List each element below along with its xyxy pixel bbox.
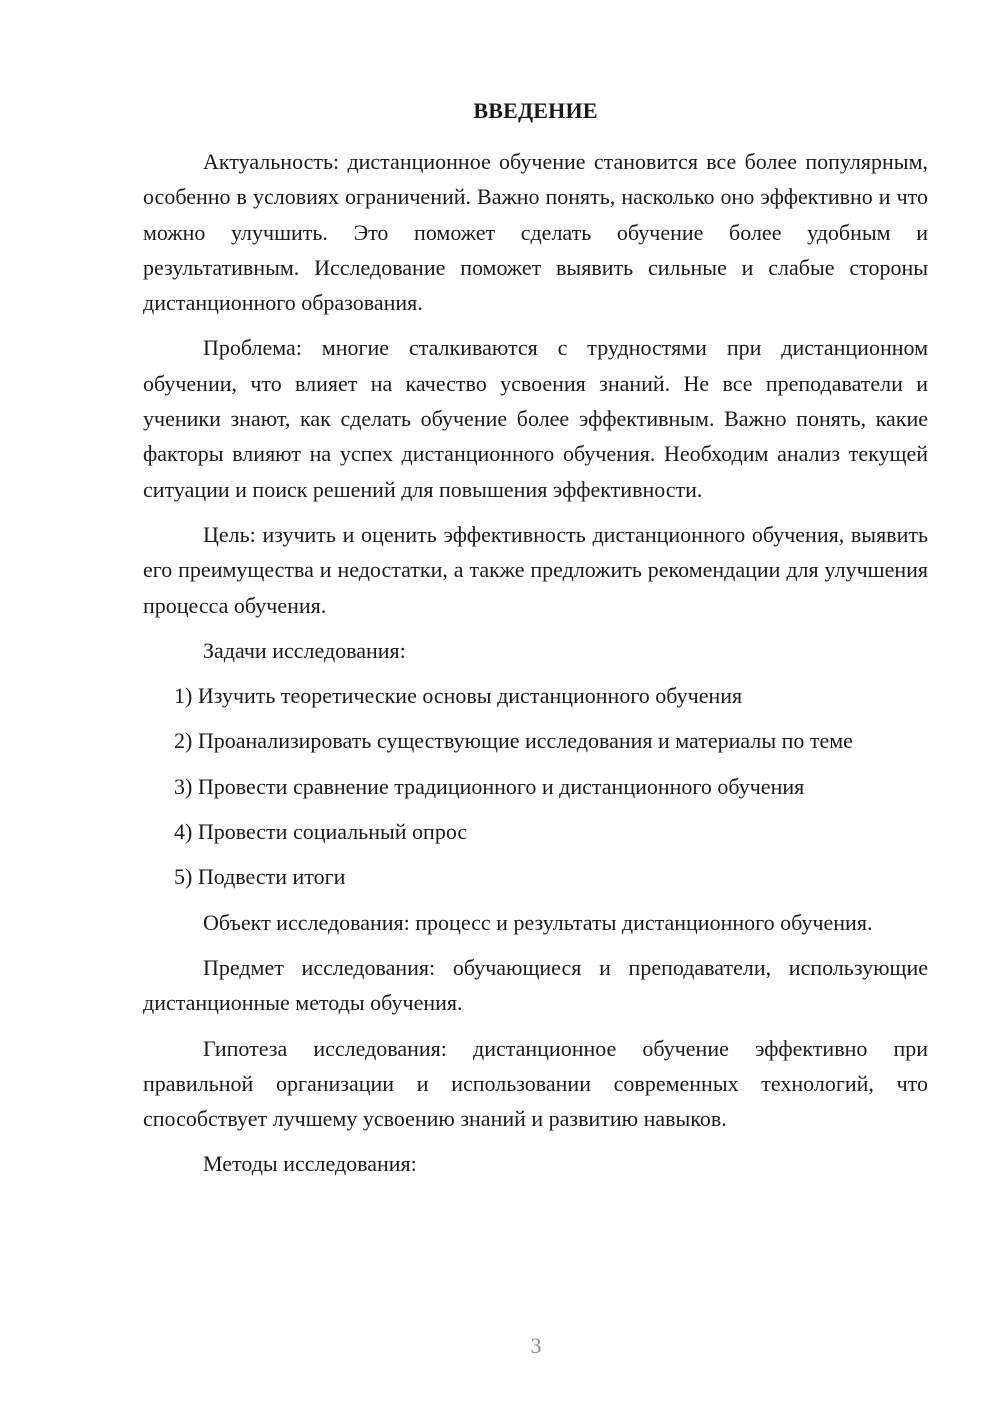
paragraph-relevance: Актуальность: дистанционное обучение становится все более популярным, особенно в условиях ограничений. Важно понять, насколько оно эффективно и что можно улучшить. Это поможет сделать обучение более удобным и результативным. Исследование поможет выявить сильные и слабые стороны дистанционного образования. [143, 149, 928, 316]
document-body [143, 96, 928, 1192]
task-item-3: 3) Провести сравнение традиционного и дистанционного обучения [174, 773, 805, 799]
task-item-5: 5) Подвести итоги [174, 864, 346, 890]
methods-title: Методы исследования: [203, 1151, 417, 1177]
tasks-title: Задачи исследования: [203, 637, 406, 663]
paragraph-problem: Проблема: многие сталкиваются с трудностями при дистанционном обучении, что влияет на качество усвоения знаний. Не все преподаватели и ученики знают, как сделать обучение более эффективным. Важно понять, какие факторы влияют на успех дистанционного обучения. Необходим анализ текущей ситуации и поиск решений для повышения эффективности. [143, 335, 928, 502]
paragraph-subject: Предмет исследования: обучающиеся и преподаватели, использующие дистанционные методы обучения. [143, 954, 928, 1016]
task-item-4: 4) Провести социальный опрос [174, 819, 468, 845]
task-item-2: 2) Проанализировать существующие исследования и материалы по теме [174, 728, 853, 754]
paragraph-object: Объект исследования: процесс и результаты дистанционного обучения. [203, 909, 873, 935]
page-number: 3 [530, 1333, 542, 1358]
paragraph-hypothesis: Гипотеза исследования: дистанционное обучение эффективно при правильной организации и использовании современных технологий, что способствует лучшему усвоению знаний и развитию навыков. [143, 1035, 928, 1132]
task-item-1: 1) Изучить теоретические основы дистанционного обучения [174, 683, 743, 709]
paragraph-goal: Цель: изучить и оценить эффективность дистанционного обучения, выявить его преимущества и недостатки, а также предложить рекомендации для улучшения процесса обучения. [143, 521, 928, 618]
section-heading: ВВЕДЕНИЕ [473, 98, 598, 123]
